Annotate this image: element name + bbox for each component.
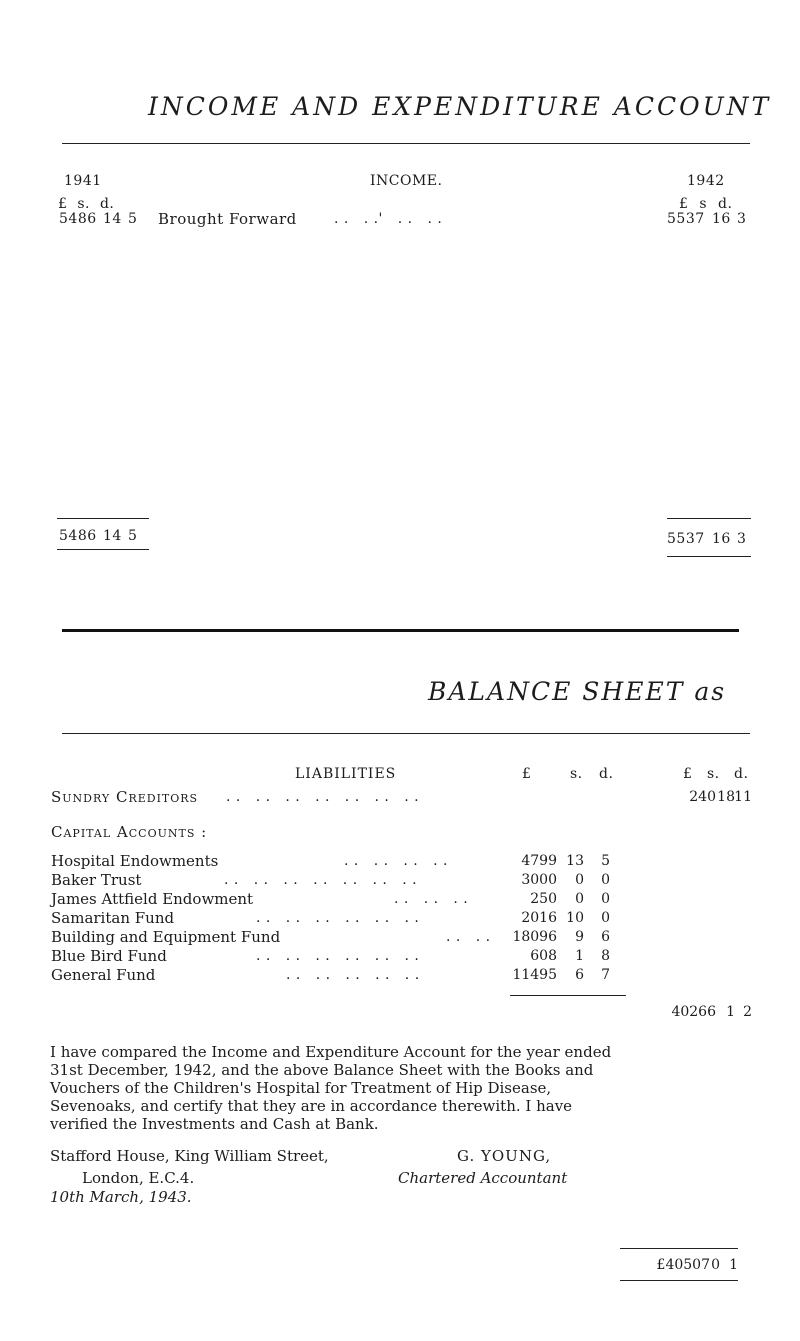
- capital-pence: 0: [601, 891, 610, 907]
- total-left-shillings: 14: [103, 528, 122, 544]
- sundry-pence: 11: [734, 789, 752, 805]
- income-year-1942: 1942: [687, 173, 725, 189]
- bf-left-pence: 5: [128, 211, 138, 227]
- capital-shillings: 1: [575, 948, 584, 964]
- capital-shillings: 6: [575, 967, 584, 983]
- bf-left-shillings: 14: [103, 211, 122, 227]
- capital-shillings: 10: [566, 910, 584, 926]
- capital-shillings: 0: [575, 872, 584, 888]
- grand-total-pounds: £40507: [656, 1257, 710, 1273]
- capital-subtotal-rule: [510, 995, 626, 996]
- capital-label: Blue Bird Fund: [51, 947, 167, 965]
- total-right-pence: 3: [737, 531, 747, 547]
- capital-pounds: 11495: [512, 967, 557, 983]
- capital-shillings: 9: [575, 929, 584, 945]
- grand-total-rule-top: [620, 1248, 738, 1249]
- section-divider: [62, 629, 739, 632]
- capital-pence: 0: [601, 910, 610, 926]
- col2-d-unit: d.: [734, 766, 749, 782]
- auditor-certificate-text: I have compared the Income and Expenditure Account for the year ended 31st December, 1942, and the above Balance Sheet with the Books and Vouchers of the Children's Hospital for Treatment of Hip Disease, Sevenoaks, and certify that they are in accordance therewith. I have verified the Investments and Cash at Bank.: [50, 1043, 612, 1133]
- sundry-leaders: . . . . . . . . . . . . . .: [226, 789, 420, 805]
- capital-pence: 0: [601, 872, 610, 888]
- col1-d-unit: d.: [599, 766, 614, 782]
- capital-leaders: . . . . . . . . . . . . . .: [224, 872, 418, 888]
- balance-title-rule: [62, 733, 750, 734]
- capital-pounds: 608: [530, 948, 557, 964]
- capital-pounds: 18096: [512, 929, 557, 945]
- capital-pence: 8: [601, 948, 610, 964]
- total-rule-left-bottom: [57, 549, 149, 550]
- capital-label: Samaritan Fund: [51, 909, 175, 927]
- capital-total-shillings: 1: [726, 1004, 735, 1020]
- capital-pence: 6: [601, 929, 610, 945]
- capital-pence: 7: [601, 967, 610, 983]
- income-year-1941: 1941: [64, 173, 102, 189]
- total-rule-right-bottom: [667, 556, 751, 557]
- capital-pence: 5: [601, 853, 610, 869]
- total-left-pence: 5: [128, 528, 138, 544]
- total-rule-left-top: [57, 518, 149, 519]
- bf-label: Brought Forward: [158, 210, 297, 228]
- bf-right-pence: 3: [737, 211, 747, 227]
- total-right-pounds: 5537: [667, 531, 705, 547]
- capital-shillings: 13: [566, 853, 584, 869]
- sundry-label: Sundry Creditors: [51, 788, 199, 806]
- grand-total-pence: 1: [729, 1257, 738, 1273]
- units-right: £ s d.: [679, 196, 733, 212]
- signatory-title: Chartered Accountant: [398, 1169, 568, 1187]
- grand-total-shillings: 0: [711, 1257, 720, 1273]
- capital-shillings: 0: [575, 891, 584, 907]
- bf-left-pounds: 5486: [59, 211, 97, 227]
- total-rule-right-top: [667, 518, 751, 519]
- capital-leaders: . . . . . .: [394, 891, 469, 907]
- bf-right-shillings: 16: [712, 211, 731, 227]
- capital-leaders: . . . . . . . . . . . .: [256, 948, 420, 964]
- income-title: INCOME AND EXPENDITURE ACCOUNT: [148, 92, 772, 121]
- capital-leaders: . . . . . . . . . . . .: [256, 910, 420, 926]
- capital-heading: Capital Accounts :: [51, 823, 208, 841]
- capital-label: Hospital Endowments: [51, 852, 219, 870]
- capital-pounds: 2016: [521, 910, 557, 926]
- capital-leaders: . . . . . . . . . .: [286, 967, 420, 983]
- capital-total-pence: 2: [743, 1004, 752, 1020]
- income-heading: INCOME.: [370, 173, 443, 189]
- bf-right-pounds: 5537: [667, 211, 705, 227]
- grand-total-rule-bottom: [620, 1280, 738, 1281]
- capital-label: James Attfield Endowment: [51, 890, 254, 908]
- signatory-name: G. YOUNG,: [457, 1147, 552, 1165]
- capital-label: Baker Trust: [51, 871, 142, 889]
- liabilities-heading: LIABILITIES: [295, 766, 397, 782]
- certificate-date: 10th March, 1943.: [50, 1188, 192, 1206]
- sundry-shillings: 18: [717, 789, 735, 805]
- units-left: £ s. d.: [58, 196, 115, 212]
- capital-pounds: 3000: [521, 872, 557, 888]
- capital-leaders: . . . .: [446, 929, 491, 945]
- col1-pound-unit: £: [522, 766, 532, 782]
- col2-pound-unit: £: [683, 766, 693, 782]
- capital-pounds: 250: [530, 891, 557, 907]
- title-rule: [62, 143, 750, 144]
- capital-total-pounds: 40266: [671, 1004, 716, 1020]
- sundry-pounds: 240: [689, 789, 716, 805]
- address-line-1: Stafford House, King William Street,: [50, 1147, 329, 1165]
- address-line-2: London, E.C.4.: [82, 1169, 195, 1187]
- col2-s-unit: s.: [707, 766, 720, 782]
- bf-leaders: . . . .' . . . .: [334, 211, 443, 227]
- capital-label: Building and Equipment Fund: [51, 928, 281, 946]
- total-right-shillings: 16: [712, 531, 731, 547]
- total-left-pounds: 5486: [59, 528, 97, 544]
- col1-s-unit: s.: [570, 766, 583, 782]
- capital-pounds: 4799: [521, 853, 557, 869]
- balance-title: BALANCE SHEET as: [428, 677, 727, 706]
- capital-leaders: . . . . . . . .: [344, 853, 448, 869]
- capital-label: General Fund: [51, 966, 156, 984]
